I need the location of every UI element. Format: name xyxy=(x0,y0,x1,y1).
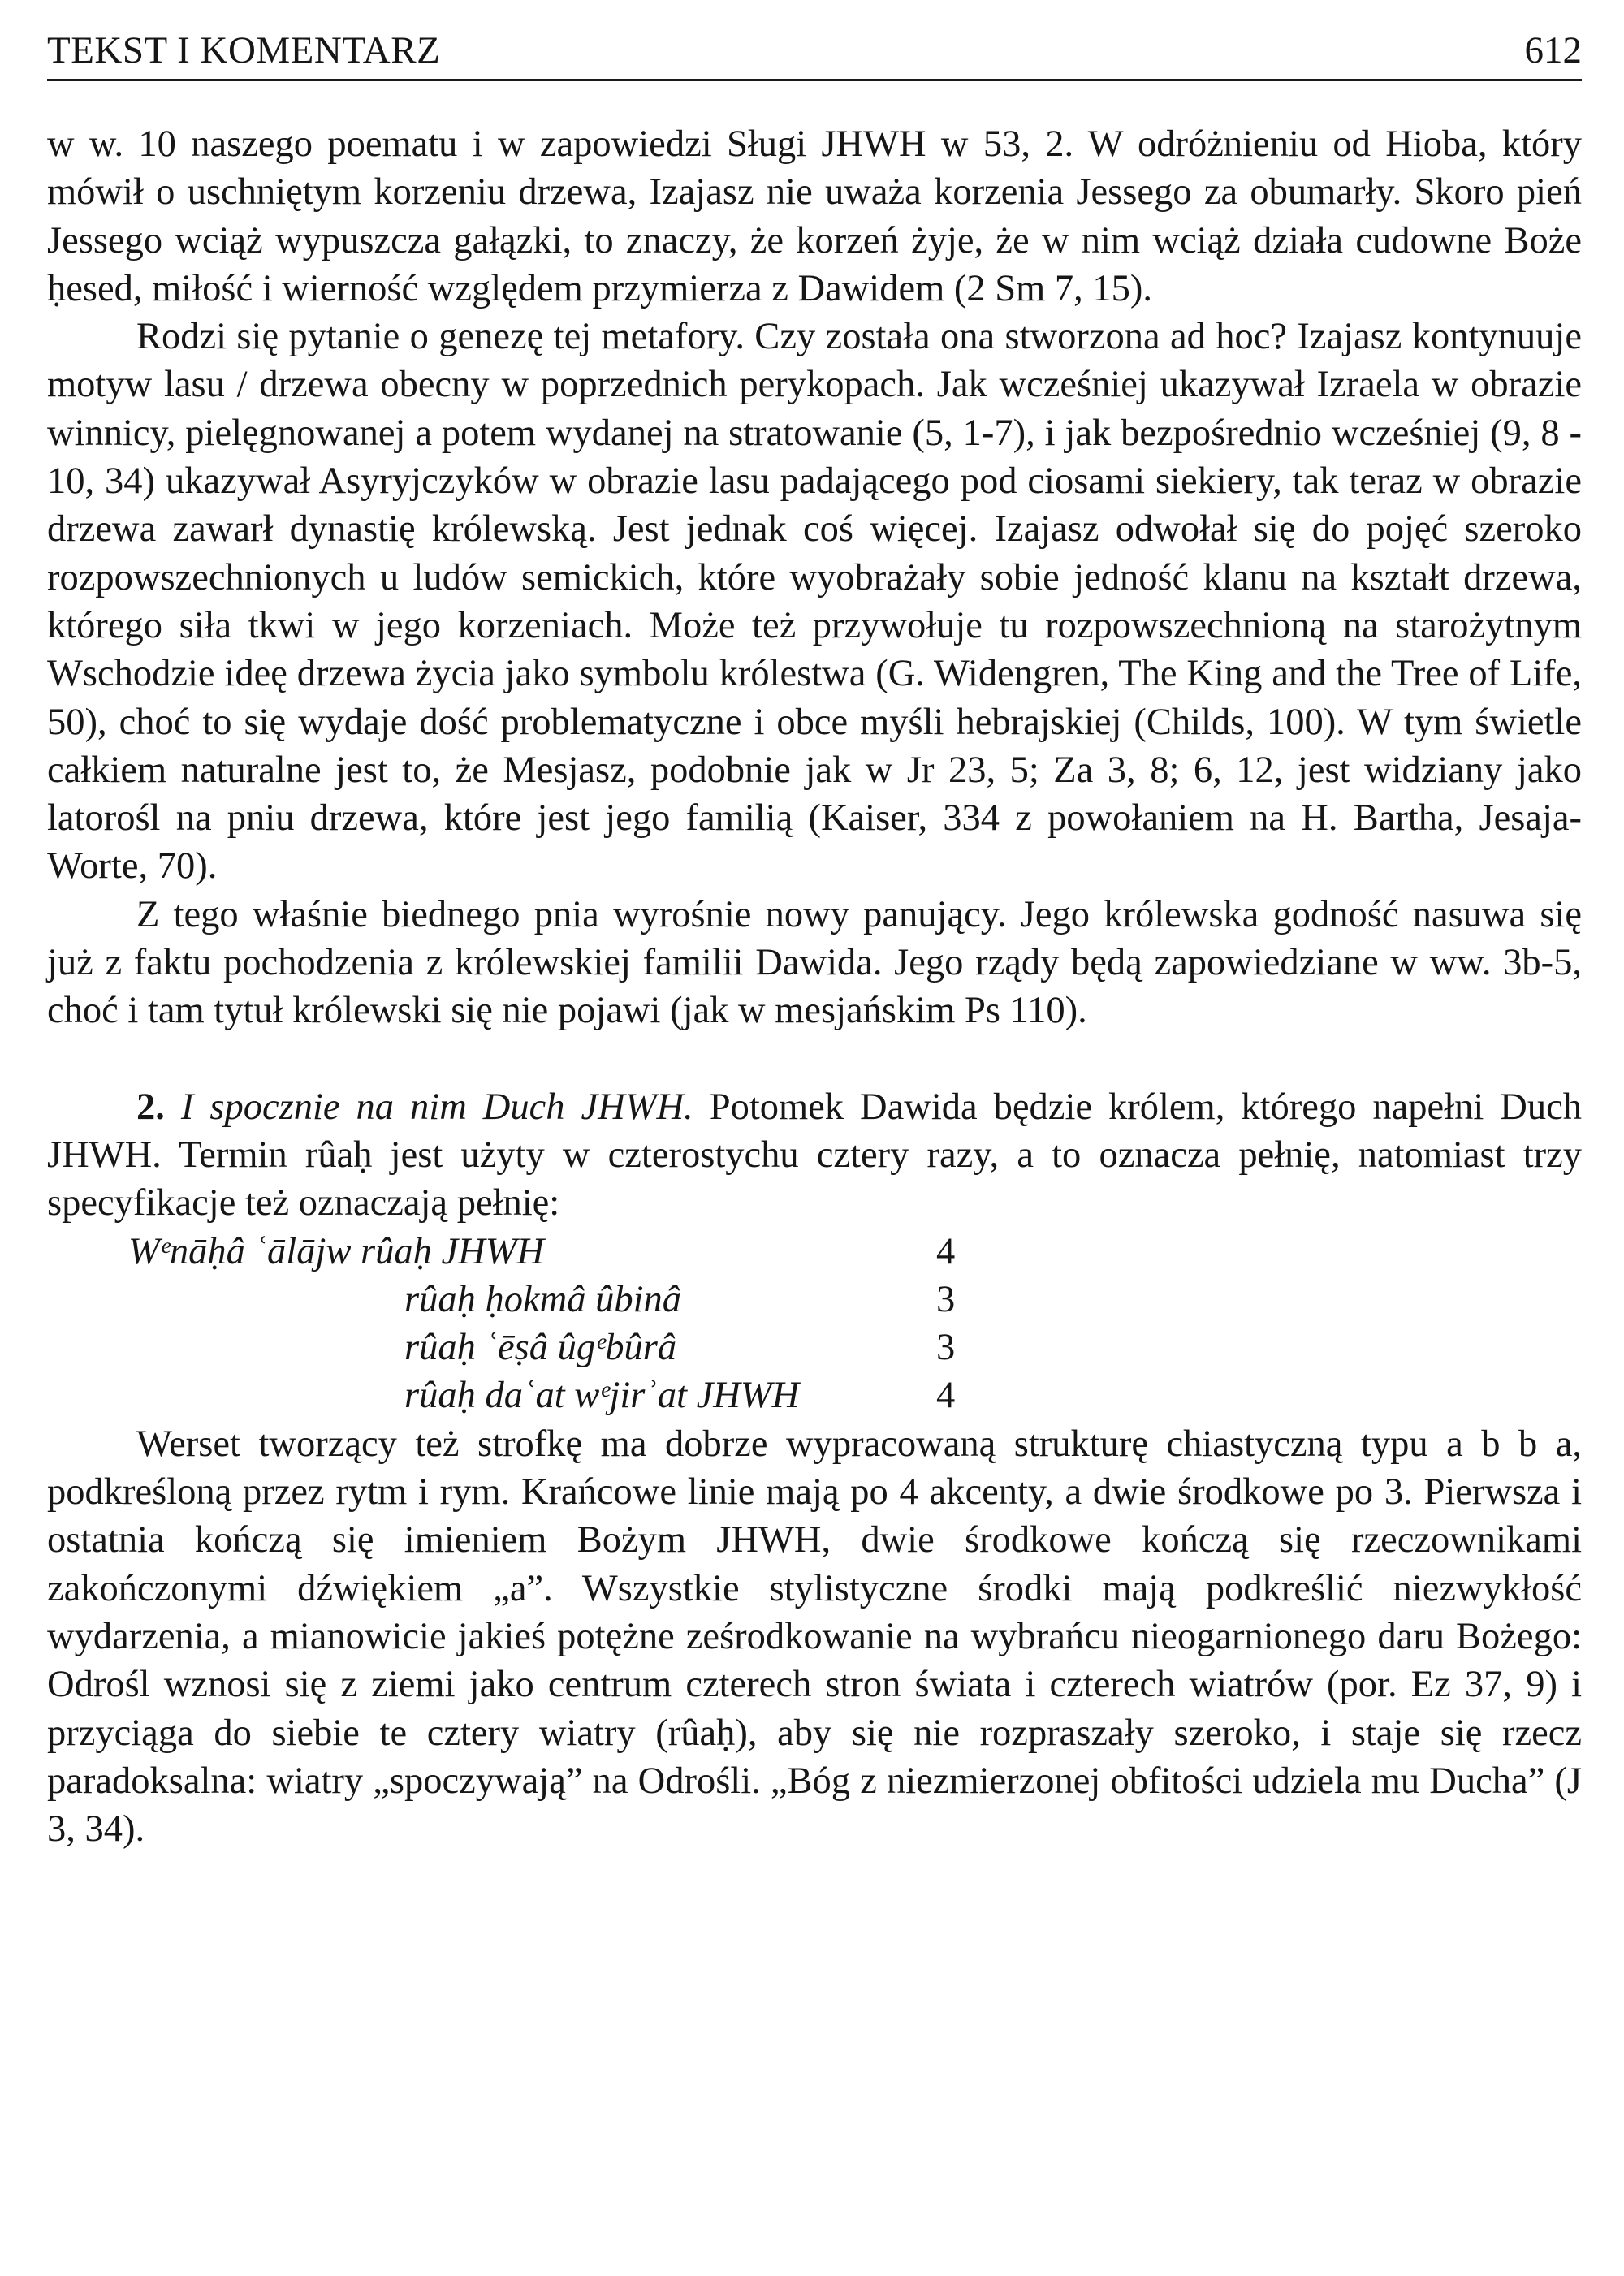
paragraph-2: Rodzi się pytanie o genezę tej metafory. Czy została ona stworzona ad hoc? Izajasz kontynuuje motyw lasu / drzewa obecny w poprzednich perykopach. Jak wcześniej ukazywał Izraela w obrazie winnicy, pielęgnowanej a potem wydanej na stratowanie (5, 1-7), i jak bezpośrednio wcześniej (9, 8 - 10, 34) ukazywał Asyryjczyków w obrazie lasu padającego pod ciosami siekiery, tak teraz w obrazie drzewa zawarł dynastię królewską. Jest jednak coś więcej. Izajasz odwołał się do pojęć szeroko rozpowszechnionych u ludów semickich, które wyobrażały sobie jedność klanu na kształt drzewa, którego siła tkwi w jego korzeniach. Może też przywołuje tu rozpowszechnioną na starożytnym Wschodzie ideę drzewa życia jako symbolu królestwa (G. Widengren, The King and the Tree of Life, 50), choć to się wydaje dość problematyczne i obce myśli hebrajskiej (Childs, 100). W tym świetle całkiem naturalne jest to, że Mesjasz, podobnie jak w Jr 23, 5; Za 3, 8; 6, 12, jest widziany jako latorośl na pniu drzewa, które jest jego familią (Kaiser, 334 z powołaniem na H. Bartha, Jesaja-Worte, 70). xyxy=(47,316,1582,888)
paragraph-4 xyxy=(47,1083,1582,1228)
verse-line xyxy=(47,1276,1582,1324)
verse-lemma: I spocznie na nim Duch JHWH. xyxy=(180,1086,693,1128)
verse-line-accents: 4 xyxy=(936,1375,956,1417)
verse-line xyxy=(47,1228,1582,1276)
running-header xyxy=(47,24,1582,76)
verse-line-accents: 3 xyxy=(936,1278,956,1320)
verse-line xyxy=(47,1324,1582,1371)
header-rule xyxy=(47,79,1582,81)
verse-line-text: rûaḥ ḥokmâ ûbinâ xyxy=(404,1278,681,1320)
paragraph-3: Z tego właśnie biednego pnia wyrośnie nowy panujący. Jego królewska godność nasuwa się już z faktu pochodzenia z królewskiej familii Dawida. Jego rządy będą zapowiedziane w ww. 3b-5, choć i tam tytuł królewski się nie pojawi (jak w mesjańskim Ps 110). xyxy=(47,893,1582,1032)
verse-line xyxy=(47,1371,1582,1419)
verse-line-text: rûaḥ ʿēṣâ ûgᵉbûrâ xyxy=(404,1327,677,1369)
paragraph-5: Werset tworzący też strofkę ma dobrze wypracowaną strukturę chiastyczną typu a b b a, podkreśloną przez rytm i rym. Krańcowe linie mają po 4 akcenty, a dwie środkowe po 3. Pierwsza i ostatnia kończą się imieniem Bożym JHWH, dwie środkowe kończą się rzeczownikami zakończonymi dźwiękiem „a”. Wszystkie stylistyczne środki mają podkreślić niezwykłość wydarzenia, a mianowicie jakieś potężne ześrodkowanie na wybrańcu nieogarnionego daru Bożego: Odrośl wznosi się z ziemi jako centrum czterech stron świata i czterech wiatrów (por. Ez 37, 9) i przyciąga do siebie te cztery wiatry (rûaḥ), aby się nie rozpraszały szeroko, i staje się rzecz paradoksalna: wiatry „spoczywają” na Odrośli. „Bóg z niezmierzonej obfitości udziela mu Ducha” (J 3, 34). xyxy=(47,1423,1582,1851)
paragraph-1: w w. 10 naszego poematu i w zapowiedzi Sługi JHWH w 53, 2. W odróżnieniu od Hioba, który mówił o uschniętym korzeniu drzewa, Izajasz nie uważa korzenia Jessego za obumarły. Skoro pień Jessego wciąż wypuszcza gałązki, to znaczy, że korzeń żyje, że w nim wciąż działa cudowne Boże ḥesed, miłość i wierność względem przymierza z Dawidem (2 Sm 7, 15). xyxy=(47,123,1582,309)
running-title: TEKST I KOMENTARZ xyxy=(47,29,441,71)
paragraph-4-text: Potomek Dawida będzie królem, którego napełni Duch JHWH. Termin rûaḥ jest użyty w czterostychu cztery razy, a to oznacza pełnię, natomiast trzy specyfikacje też oznaczają pełnię: xyxy=(47,1086,1583,1224)
main-text xyxy=(47,120,1582,1853)
verse-line-accents: 3 xyxy=(936,1327,956,1369)
verse-number: 2. xyxy=(136,1086,165,1128)
verse-line-accents: 4 xyxy=(936,1230,956,1272)
verse-line-text: Wᵉnāḥâ ʿālājw rûaḥ JHWH xyxy=(128,1230,545,1272)
verse-line-text: rûaḥ daʿat wᵉjirʾat JHWH xyxy=(404,1375,800,1417)
page-number: 612 xyxy=(1524,29,1582,71)
